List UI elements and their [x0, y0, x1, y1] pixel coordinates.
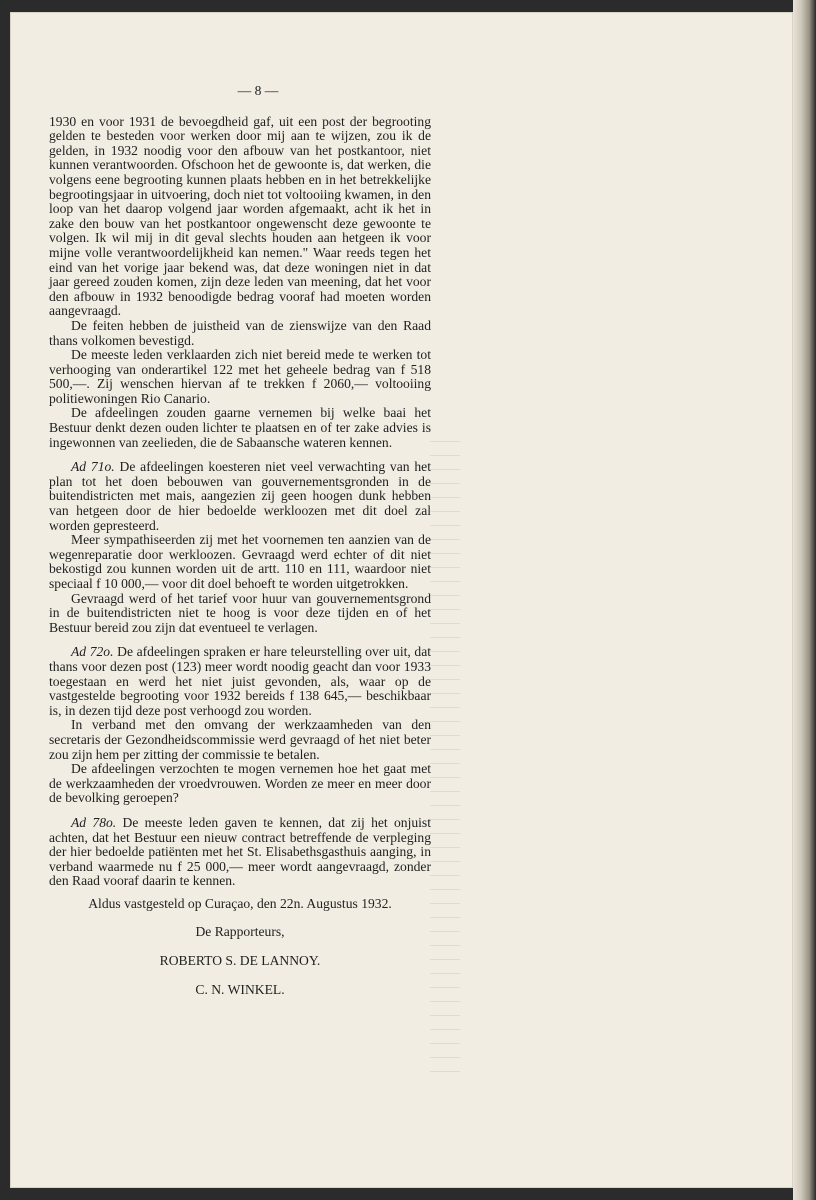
ad72-paragraph-2: In verband met den omvang der werkzaamheden van den secretaris der Gezondheidscommissie werd gevraagd of het niet beter zou zijn hem per zitting der commissie te betalen.	[49, 717, 431, 762]
ad72-paragraph-1	[49, 645, 431, 718]
paragraph-4: De afdeelingen zouden gaarne vernemen bij welke baai het Bestuur denkt dezen ouden lichter te plaatsen en of ter zake advies is ingewonnen van zeelieden, die de Sabaansche wateren kennen.	[49, 405, 431, 450]
ad72-label: Ad 72o.	[71, 644, 114, 660]
signatory-2: C. N. WINKEL.	[195, 981, 285, 997]
ad71-label: Ad 71o.	[71, 459, 115, 475]
signatory-1: ROBERTO S. DE LANNOY.	[159, 953, 321, 969]
paragraph-3: De meeste leden verklaarden zich niet bereid mede te werken tot verhooging van onderartikel 122 met het geheele bedrag van f 518 500,—. Zij wenschen hiervan af te trekken f 2060,— voltooiing politiewoningen Rio Canario.	[49, 347, 431, 406]
ad71-paragraph-3: Gevraagd werd of het tarief voor huur van gouvernementsgrond in de buitendistricten niet te hoog is voor deze tijden en of het Bestuur bereid zou zijn dat eventueel te verlagen.	[49, 590, 431, 635]
ad71-paragraph-1	[49, 460, 431, 533]
show-through-bleed	[430, 432, 460, 1072]
ad72-paragraph-3: De afdeelingen verzochten te mogen vernemen hoe het gaat met de werkzaamheden der vroedvrouwen. Worden ze meer en meer door de bevolking geroepen?	[49, 761, 431, 806]
ad71-paragraph-2: Meer sympathiseerden zij met het voornemen ten aanzien van de wegenreparatie door werkloozen. Gevraagd werd echter of dit niet bekostigd zou kunnen worden uit de artt. 110 en 111, waardoor niet speciaal f 10 000,— voor dit doel behoeft te worden uitgetrokken.	[49, 532, 431, 591]
ad71-text-1: De afdeelingen koesteren niet veel verwachting van het plan tot het doen bebouwen van gouvernementsgronden in de buitendistricten met mais, aangezien zij geen hoogen dunk hebben van hetgeen door de hier bedoelde werkloozen met dit doel zal worden gepresteerd.	[49, 459, 431, 533]
closing-line: Aldus vastgesteld op Curaçao, den 22n. Augustus 1932.	[88, 895, 392, 911]
report-text	[49, 84, 431, 997]
page-number: — 8 —	[237, 83, 279, 98]
ad78-text-1: De meeste leden gaven te kennen, dat zij het onjuist achten, dat het Bestuur een nieuw contract betreffende de verpleging der hier bedoelde patiënten met het St. Elisabethsgasthuis aanging, in verband waarmede nu f 25 000,— meer wordt aangevraagd, zonder den Raad vooraf daarin te kennen.	[49, 814, 431, 889]
book-spine-edge	[793, 0, 816, 1200]
ad78-label: Ad 78o.	[71, 814, 117, 830]
document-page	[10, 12, 793, 1188]
ad72-text-1: De afdeelingen spraken er hare teleurstelling over uit, dat thans voor dezen post (123) meer wordt noodig geacht dan voor 1933 toegestaan en werd het niet juist gevonden, als, waar op de vastgestelde begrooting voor 1932 bereids f 138 645,— beschikbaar is, in dezen tijd deze post verhoogd zou worden.	[49, 644, 431, 718]
ad78-paragraph-1	[49, 816, 431, 889]
rapporteurs-label: De Rapporteurs,	[195, 924, 285, 940]
paragraph-2: De feiten hebben de juistheid van de zienswijze van den Raad thans volkomen bevestigd.	[49, 317, 431, 348]
paragraph-1: 1930 en voor 1931 de bevoegdheid gaf, uit een post der begrooting gelden te besteden voor werken door mij aan te wijzen, zou ik de gelden, in 1932 noodig voor den afbouw van het postkantoor, niet kunnen verantwoorden. Ofschoon het de gewoonte is, dat werken, die volgens eene begrooting kunnen plaats hebben en in het betrekkelijke begrootingsjaar in uitvoering, doch niet tot voltooiing kwamen, in den loop van het daarop volgend jaar worden afgemaakt, acht ik het in zake den bouw van het postkantoor ongewenscht deze gewoonte te volgen. Ik wil mij in dit geval slechts houden aan hetgeen ik voor mijne volle verantwoordelijkheid kan nemen." Waar reeds tegen het eind van het vorige jaar bekend was, dat deze woningen niet in dat jaar gereed zouden komen, zijn deze leden van meening, dat het voor den afbouw in 1932 benoodigde bedrag vooraf had moeten worden aangevraagd.	[49, 113, 431, 319]
